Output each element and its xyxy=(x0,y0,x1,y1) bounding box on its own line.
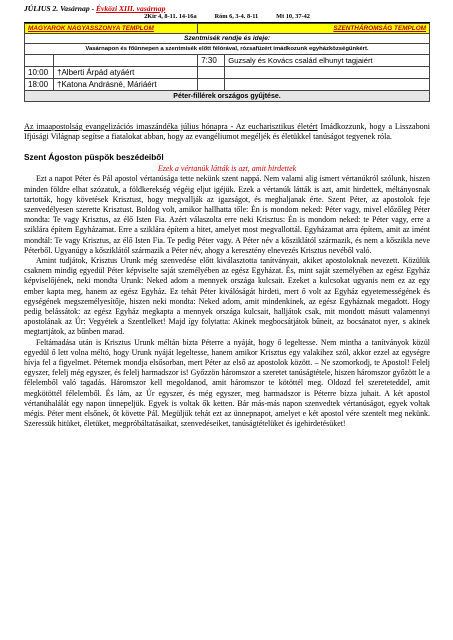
homily-body xyxy=(24,174,430,429)
mass-intention: Guzsaly és Kovács család elhunyt tagjaiért xyxy=(225,55,430,67)
homily-paragraph: Feltámadása után is Krisztus Urunk méltán bízta Péterre a nyáját, hogy ő legeltesse. Nem mintha a tanítványok közül egyedül ő lett volna méltó, hogy Urunk nyáját legeltesse, hanem amikor Krisztus egy valakihez szól, akkor ezzel az egységre hívja fel a figyelmet. Péternek mondja elsősorban, mert Péter az első az apostolok között. – Ne szomorkodj, te Apostol! Felelj egyszer, felelj még egyszer, és felelj harmadszor is! Győzzön háromszor a szeretet tanúságtétele, hiszen háromszor győzött le a félelemből való tagadás. Háromszor kell megoldanod, amit háromszor te kötöttél meg. Oldozd fel szereteteddel, amit megkötöttél félelemből. És lám, az Úr egyszer, és még egyszer, meg harmadszor is Péterre bízza juhait. A két apostol vértanúhalálát egy napon ünnepeljük. Egyek is voltak ők ketten. Bár más-más napon szenvedtek vértanúságot, egyek voltak mégis. Péter ment elsőnek, őt követte Pál. Megüljük tehát ezt az ünnepnapot, amelyet e két apostol vére szentelt meg nekünk. Szeressük hitüket, életüket, megpróbáltatásaikat, szenvedéseiket, tanúságtételüket és igehirdetésüket! xyxy=(24,337,430,429)
reading-gospel: Mt 10, 37-42 xyxy=(276,13,310,20)
mass-intention: †Alberti Árpád atyáért xyxy=(54,67,198,79)
mass-intention: †Katona Andrásné, Máriáért xyxy=(54,79,198,91)
rosary-note: Vasárnapon és főünnepen a szentmisék előtt félórával, rózsafüzért imádkozunk egyházközségünkért. xyxy=(25,44,430,55)
bulletin-page xyxy=(24,4,430,429)
church-right: SZENTHÁROMSÁG TEMPLOM xyxy=(198,24,430,34)
homily-title: Szent Ágoston püspök beszédeiből xyxy=(24,152,164,163)
header-line xyxy=(24,4,430,13)
date-separator: - xyxy=(89,4,96,13)
feast-heading: Évközi XIII. vasárnap xyxy=(95,4,166,13)
readings-line xyxy=(24,13,430,23)
homily-subtitle: Ezek a vértanúk látták is azt, amit hirdettek xyxy=(157,164,297,174)
prayer-intention-text: Imádkozzunk, hogy a Lisszaboni Ifjúsági Világnap segítse a fiatalokat abban, hogy az evangéliumot megéljék és életükkel tanúságot tegyenek róla. xyxy=(24,122,430,142)
mass-schedule-table xyxy=(24,23,430,102)
schedule-title: Szentmisék rendje és ideje: xyxy=(25,34,430,44)
prayer-intention-title: Az imaapostolság evangelizációs imaszándéka július hónapra - Az eucharisztikus életért xyxy=(24,122,318,131)
homily-paragraph: Amint tudjátok, Krisztus Urunk még szenvedése előtt kiválasztotta tanítványait, akiket apostoloknak nevezett. Közülük csaknem mindig egyedül Péter képviselte saját személyében az egész Egyházat. És, mint saját személyében az egész Egyház képviselőjének, neki mondta Urunk: Neked adom a mennyek országa kulcsait. Ezeket a kulcsokat ugyanis nem ez az egy ember kapta meg, hanem az egész Egyház. Ez tehát Péter kiválóságát hirdeti, mert ő volt az Egyház egyetemességének és egységének megszemélyesítője, hiszen neki mondta: Neked adom, amit mindenkinek, az egész Egyháznak megadott. Hogy pedig belássátok: az egész Egyház megkapta a mennyek országa kulcsait, halljátok csak, mit mondott másutt valamennyi apostolának az Úr: Vegyétek a Szentlelket! Majd így folytatta: Akinek megbocsátjátok bűneit, az bocsánatot nyer, s akinek megtartjátok, az bűnben marad. xyxy=(24,256,430,337)
reading-first: 2Kir 4, 8-11. 14-16a xyxy=(144,13,197,20)
homily-paragraph: Ezt a napot Péter és Pál apostol vértanúsága tette nekünk szent nappá. Nem valami alig ismert vértanúkról szólunk, hiszen minden földre elhat szózatuk, a földkerekség végéig eljut igéjük. Ezek a vértanúk látták is azt, amit hirdettek, méltányosnak tartották, hogy követések Krisztust, hogy megvallják az igazságot, és meghaljanak érte. Szent Péter, az apostolok feje szenvedélyesen szerette Krisztust. Boldog volt, amikor hallhatta tőle: Én is mondom neked: Péter vagy, mivel előzőleg Péter mondta: Te vagy Krisztus, az élő Isten Fia. Azért válaszolta erre neki Krisztus: Én is mondom neked: te Péter vagy, erre a sziklára építem Egyházamat. Erre a sziklára építem a hitet, amelyet most megvallottál. Egyházamat arra építem, amit az imént mondtál: Te vagy Krisztus, az élő Isten Fia. Te pedig Péter vagy. A Péter név a kősziklától származik, és nem a kőszikla neve Péterből. Ugyanúgy a kősziklától származik a Péter név, ahogy a keresztény elnevezés Krisztus nevéből való. xyxy=(24,174,430,255)
prayer-intention xyxy=(24,122,430,142)
collection-note: Péter-fillérek országos gyűjtése. xyxy=(25,91,430,102)
church-left: MAGYAROK NAGYASSZONYA TEMPLOM xyxy=(25,24,198,34)
reading-second: Róm 6, 3-4. 8-11 xyxy=(214,13,259,20)
date-heading: JÚLIUS 2. Vasárnap xyxy=(24,4,90,13)
mass-time: 10:00 xyxy=(25,67,54,79)
mass-time: 7:30 xyxy=(198,55,225,67)
mass-time: 18:00 xyxy=(25,79,54,91)
